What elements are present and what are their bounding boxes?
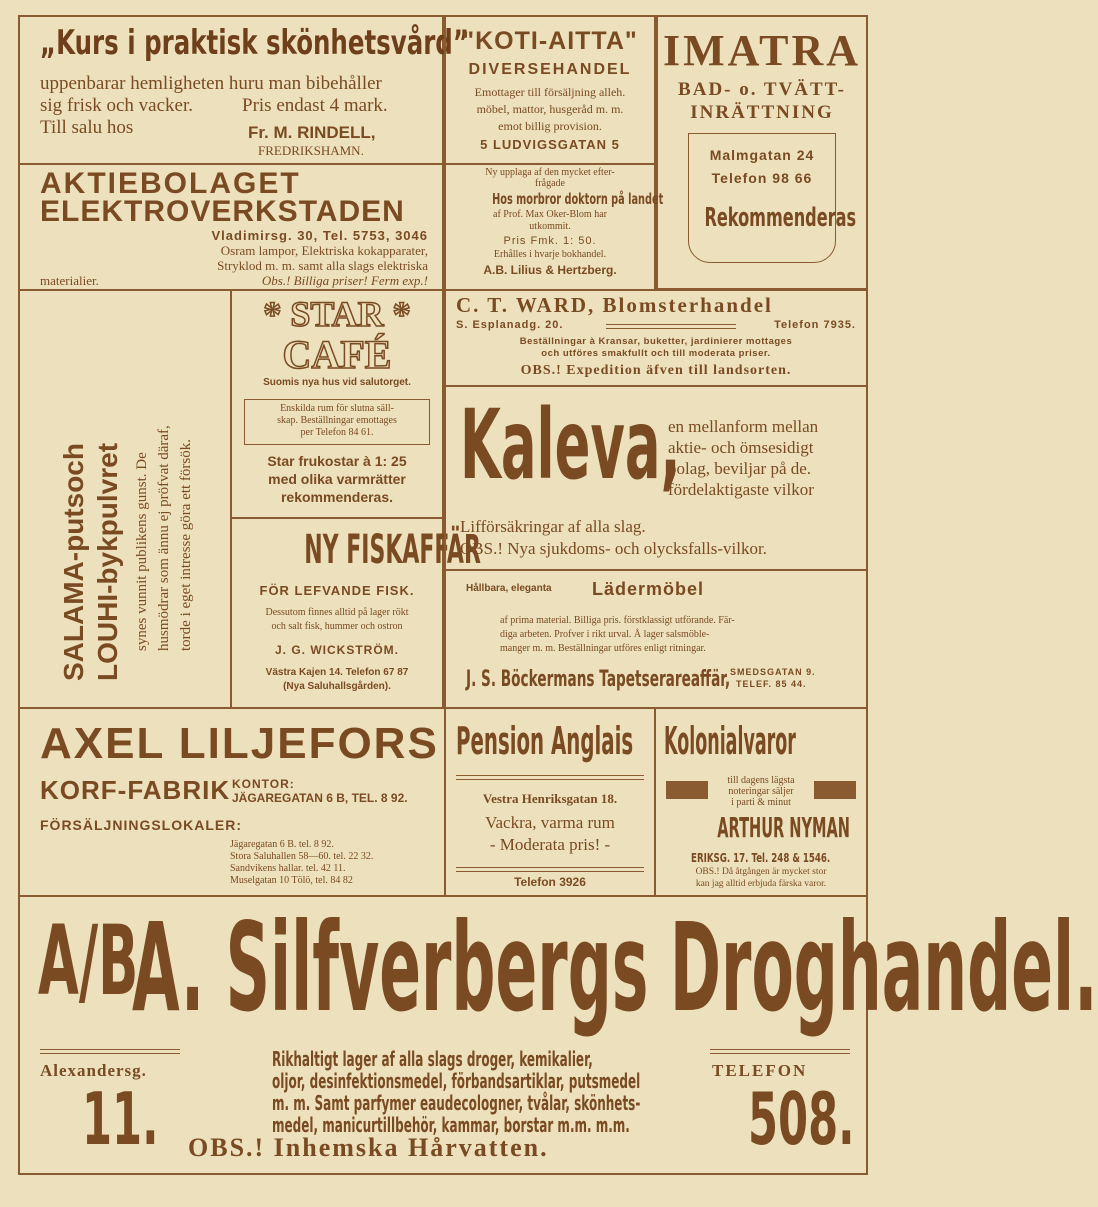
kolonial-note2: kan jag alltid erbjuda färska varor.	[695, 879, 827, 889]
silf-line1: Rikhaltigt lager af alla slags droger, kemikalier,	[272, 1047, 593, 1071]
kurs-seller: Fr. M. RINDELL,	[248, 123, 376, 142]
silf-rule-right	[710, 1049, 850, 1054]
imatra-sub2: INRÄTTNING	[690, 102, 834, 123]
koti-line1: Emottager till försäljning alleh.	[474, 85, 626, 99]
kurs-price: Pris endast 4 mark.	[242, 95, 388, 116]
kolonial-line1: till dagens lägsta	[727, 775, 795, 786]
fisk-line1: Dessutom finnes alltid på lager rökt	[265, 607, 409, 618]
star-line1: Star frukostar à 1: 25	[267, 453, 407, 469]
fisk-title: NY FISKAFFÄR	[304, 527, 481, 573]
morbror-author: af Prof. Max Oker-Blom har	[493, 209, 607, 220]
silf-prefix: A/B	[38, 905, 139, 1017]
axel-sales: FÖRSÄLJNINGSLOKALER:	[40, 817, 242, 833]
imatra-street: Malmgatan 24	[709, 147, 815, 163]
pension-address: Vestra Henriksgatan 18.	[482, 791, 618, 806]
silf-line2: oljor, desinfektionsmedel, förbandsartiklar, putsmedel	[272, 1069, 641, 1093]
salama-line2: husmödrar som ännu ej pröfvat däraf,	[156, 425, 172, 651]
imatra-rec	[658, 203, 866, 233]
koti-subtitle: DIVERSEHANDEL	[468, 61, 632, 78]
imatra-phone: Telefon 98 66	[711, 170, 813, 186]
morbror-line3: utkommit.	[529, 221, 571, 232]
star-title1: * STAR *	[263, 294, 411, 334]
imatra-ad	[656, 15, 868, 290]
pension-phone: Telefon 3926	[514, 875, 586, 889]
ward-title: C. T. WARD, Blomsterhandel	[456, 293, 773, 317]
star-title2: CAFÉ	[282, 332, 392, 377]
morbror-publisher: A.B. Lilius & Hertzberg.	[483, 263, 617, 277]
morbror-title-wrap	[446, 189, 664, 208]
koti-line3: emot billig provision.	[498, 119, 602, 133]
star-cafe-ad	[230, 289, 444, 519]
kolonial-line3: i parti & minut	[731, 797, 791, 808]
star-line2: med olika varmrätter	[268, 471, 406, 487]
pension-title: Pension Anglais	[456, 719, 634, 763]
axel-loc3: Sandvikens hallar. tel. 42 11.	[230, 863, 346, 874]
kolonial-address-wrap	[656, 847, 866, 866]
axel-loc4: Muselgatan 10 Tölö, tel. 84 82	[230, 875, 353, 886]
imatra-title: IMATRA	[662, 26, 862, 75]
ward-ad	[444, 289, 868, 387]
star-note1: Enskilda rum för slutna säll-	[280, 403, 394, 414]
star-note2: skap. Beställningar emottages	[277, 415, 397, 426]
fisk-title-wrap	[232, 527, 481, 573]
liljefors-ad	[18, 707, 446, 897]
salama-title2: LOUHI-bykpulvret	[92, 442, 123, 681]
kaleva-line4: fördelaktigaste vilkor	[668, 480, 814, 499]
kaleva-title: Kaleva,	[460, 389, 681, 501]
axel-loc2: Stora Saluhallen 58—60. tel. 22 32.	[230, 851, 374, 862]
ward-obs: OBS.! Expedition äfven till landsorten.	[520, 363, 792, 378]
aktie-text2: Stryklod m. m. samt alla slags elektriska	[217, 258, 428, 273]
silf-phone: 508.	[748, 1077, 855, 1161]
silf-title: A. Silfverbergs Droghandel.	[132, 897, 1098, 1039]
kaleva-line6: OBS.! Nya sjukdoms- och olycksfalls-vilkor.	[460, 539, 767, 558]
koti-address: 5 LUDVIGSGATAN 5	[480, 137, 620, 152]
lader-ad	[444, 569, 868, 709]
aktie-text1: Osram lampor, Elektriska kokapparater,	[220, 243, 428, 258]
kaleva-line1: en mellanform mellan	[668, 417, 819, 436]
ward-address: S. Esplanadg. 20.	[456, 319, 564, 331]
silf-phone-label: TELEFON	[712, 1061, 808, 1080]
silfverberg-ad	[18, 895, 1098, 1175]
imatra-rec-text: Rekommenderas	[704, 203, 857, 233]
morbror-line2: frågade	[535, 178, 565, 189]
kurs-ad	[18, 15, 469, 165]
kolonial-address: ERIKSG. 17. Tel. 248 & 1546.	[691, 851, 831, 865]
ward-line1: Beställningar à Kransar, buketter, jardinierer mottages	[519, 336, 793, 347]
aktiebolaget-ad	[18, 163, 444, 291]
aktie-line1: AKTIEBOLAGET	[40, 167, 301, 200]
pension-line1: Vackra, varma rum	[485, 813, 615, 832]
koti-aitta-ad	[444, 15, 656, 165]
kurs-sale: Till salu hos	[40, 117, 134, 138]
silf-street: Alexandersg.	[40, 1061, 147, 1080]
fisk-subtitle: FÖR LEFVANDE FISK.	[259, 583, 415, 598]
kurs-line1: uppenbarar hemligheten huru man bibehåller	[40, 73, 382, 94]
kolonial-line2: noteringar säljer	[728, 786, 794, 797]
silf-line3: m. m. Samt parfymer eaudecologner, tvålar, skönhets-	[272, 1091, 641, 1115]
fisk-owner: J. G. WICKSTRÖM.	[275, 643, 399, 657]
lader-line2: diga arbeten. Profver i rikt urval. Å lager salsmöble-	[500, 629, 710, 640]
salama-ad	[18, 289, 232, 709]
salama-line3: torde i eget intresse göra ett försök.	[178, 438, 194, 651]
kaleva-line5: Lifförsäkringar af alla slag.	[460, 517, 646, 536]
silf-rule-left	[40, 1049, 180, 1054]
fisk-address: Västra Kajen 14. Telefon 67 87	[265, 667, 409, 678]
morbror-ad	[444, 163, 664, 291]
kolonial-ad	[654, 707, 868, 897]
lader-line3: manger m. m. Beställningar utföres enligt ritningar.	[500, 643, 706, 654]
silf-number: 11.	[82, 1077, 159, 1161]
morbror-title: Hos morbror doktorn på landet	[492, 190, 664, 208]
imatra-sub1: BAD- o. TVÄTT-	[678, 79, 846, 100]
kurs-title: „Kurs i praktisk skönhetsvård”	[40, 23, 469, 63]
fiskaffar-ad	[230, 517, 481, 709]
salama-title1: SALAMA-putsoch	[58, 443, 89, 681]
aktie-line2: ELEKTROVERKSTADEN	[40, 195, 405, 228]
axel-sub: KORF-FABRIK	[40, 775, 231, 805]
star-line3: rekommenderas.	[280, 489, 394, 505]
aktie-address: Vladimirsg. 30, Tel. 5753, 3046	[211, 228, 428, 243]
axel-loc1: Jägaregatan 6 B. tel. 8 92.	[230, 839, 334, 850]
kaleva-line2: aktie- och ömsesidigt	[668, 438, 814, 457]
fisk-place: (Nya Saluhallsgården).	[283, 681, 391, 692]
koti-line2: möbel, mattor, husgeråd m. m.	[476, 102, 624, 116]
lader-addr2: TELEF. 85 44.	[736, 679, 807, 689]
ward-phone: Telefon 7935.	[774, 319, 856, 331]
kurs-city: FREDRIKSHAMN.	[258, 143, 364, 158]
ward-line2: och utföres smakfullt och till moderata priser.	[541, 348, 771, 359]
pension-rule-bottom	[456, 867, 644, 872]
kaleva-ad	[444, 385, 868, 571]
ward-divider	[606, 324, 736, 329]
aktie-text3: materialier.	[40, 273, 99, 288]
pension-line2: - Moderata pris! -	[489, 835, 611, 854]
star-note3: per Telefon 84 61.	[300, 427, 374, 438]
kolonial-title: Kolonialvaror	[664, 719, 796, 763]
kaleva-line3: bolag, beviljar på de.	[668, 459, 812, 478]
lader-title: Lädermöbel	[592, 579, 705, 599]
silf-obs: OBS.! Inhemska Hårvatten.	[188, 1133, 549, 1162]
pension-rule-top	[456, 775, 644, 780]
kurs-line2: sig frisk och vacker.	[40, 95, 194, 116]
aktie-obs: Obs.! Billiga priser! Ferm exp.!	[261, 273, 428, 288]
morbror-avail: Erhålles i hvarje bokhandel.	[493, 249, 607, 260]
kolonial-name-wrap	[656, 811, 866, 844]
axel-kontor1: KONTOR:	[232, 777, 295, 791]
kolonial-name: ARTHUR NYMAN	[717, 811, 850, 844]
fisk-line2: och salt fisk, hummer och ostron	[271, 621, 403, 632]
morbror-line1: Ny upplaga af den mycket efter-	[485, 167, 615, 178]
pension-ad	[444, 707, 656, 897]
salama-line1: synes vunnit publikens gunst. De	[134, 452, 150, 651]
axel-kontor2: JÄGAREGATAN 6 B, TEL. 8 92.	[232, 791, 408, 805]
lader-line1: af prima material. Billiga pris. förstklassigt utförande. Fär-	[500, 615, 735, 626]
morbror-price: Pris Fmk. 1: 50.	[503, 235, 597, 247]
kolonial-note1: OBS.! Då åtgången är mycket stor	[695, 867, 827, 877]
silf-line4: medel, manicurtillbehör, kammar, borstar m.m. m.m.	[272, 1113, 630, 1137]
lader-pre: Hållbara, eleganta	[466, 583, 552, 594]
star-subtitle: Suomis nya hus vid salutorget.	[263, 377, 411, 388]
lader-owner: J. S. Böckermans Tapetserareaffär,	[466, 667, 731, 692]
koti-title: "KOTI-AITTA"	[462, 27, 638, 55]
axel-title: AXEL LILJEFORS	[40, 719, 439, 768]
lader-addr1: SMEDSGATAN 9.	[730, 667, 816, 677]
